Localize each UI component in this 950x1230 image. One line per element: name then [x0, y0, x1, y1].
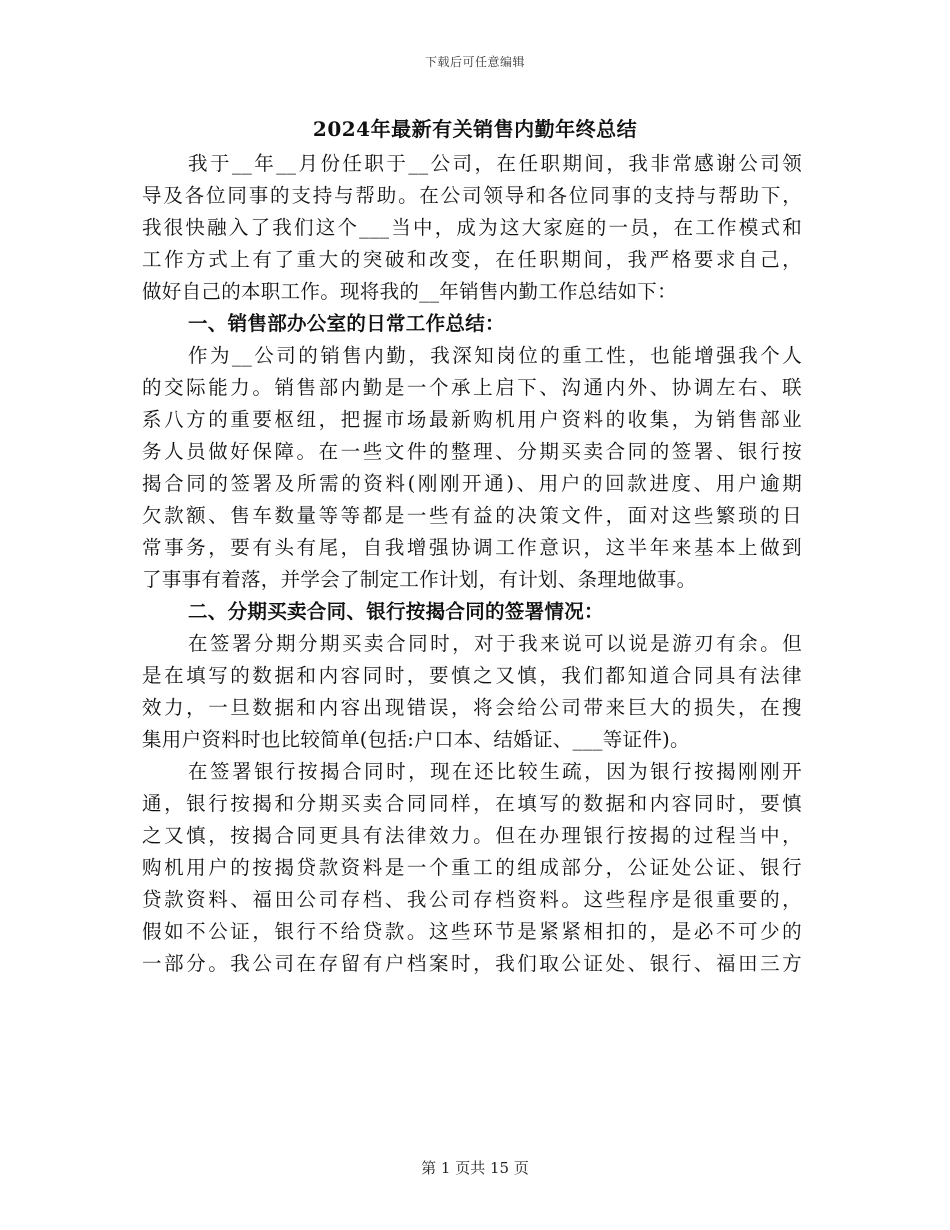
body-line: 我很快融入了我们这个___当中，成为这大家庭的一员，在工作模式和 [142, 216, 802, 239]
body-line: 在签署银行按揭合同时，现在还比较生疏，因为银行按揭刚刚开 [188, 760, 802, 783]
section-heading-1: 一、销售部办公室的日常工作总结： [188, 312, 505, 335]
body-line: 集用户资料时也比较简单(包括:户口本、结婚证、___等证件)。 [142, 728, 690, 751]
body-line: 一部分。我公司在存留有户档案时，我们取公证处、银行、福田三方 [142, 952, 802, 975]
body-line: 欠款额、售车数量等等都是一些有益的决策文件，面对这些繁琐的日 [142, 504, 802, 527]
section-heading-2: 二、分期买卖合同、银行按揭合同的签署情况： [188, 600, 604, 623]
document-body [142, 148, 802, 980]
body-line: 务人员做好保障。在一些文件的整理、分期买卖合同的签署、银行按 [142, 440, 802, 463]
body-line: 常事务，要有头有尾，自我增强协调工作意识，这半年来基本上做到 [142, 536, 802, 559]
page-number-footer: 第 1 页共 15 页 [421, 1159, 529, 1177]
body-line: 导及各位同事的支持与帮助。在公司领导和各位同事的支持与帮助下， [142, 184, 802, 207]
body-line: 之又慎，按揭合同更具有法律效力。但在办理银行按揭的过程当中， [142, 824, 802, 847]
body-line: 在签署分期分期买卖合同时，对于我来说可以说是游刃有余。但 [188, 632, 802, 655]
body-line: 了事事有着落，并学会了制定工作计划，有计划、条理地做事。 [142, 568, 697, 591]
document-title: 2024年最新有关销售内勤年终总结 [312, 117, 638, 141]
body-line: 假如不公证，银行不给贷款。这些环节是紧紧相扣的，是必不可少的 [142, 920, 802, 943]
body-line: 贷款资料、福田公司存档、我公司存档资料。这些程序是很重要的， [142, 888, 802, 911]
header-note: 下载后可任意编辑 [424, 55, 525, 69]
body-line: 通，银行按揭和分期买卖合同同样，在填写的数据和内容同时，要慎 [142, 792, 802, 815]
body-line: 我于__年__月份任职于__公司，在任职期间，我非常感谢公司领 [188, 152, 802, 175]
body-line: 的交际能力。销售部内勤是一个承上启下、沟通内外、协调左右、联 [142, 376, 802, 399]
body-line: 作为__公司的销售内勤，我深知岗位的重工性，也能增强我个人 [188, 344, 802, 367]
body-line: 购机用户的按揭贷款资料是一个重工的组成部分，公证处公证、银行 [142, 856, 802, 879]
body-line: 系八方的重要枢纽，把握市场最新购机用户资料的收集，为销售部业 [142, 408, 802, 431]
body-line: 做好自己的本职工作。现将我的__年销售内勤工作总结如下： [142, 280, 677, 303]
body-line: 揭合同的签署及所需的资料(刚刚开通)、用户的回款进度、用户逾期 [142, 472, 802, 495]
body-line: 效力，一旦数据和内容出现错误，将会给公司带来巨大的损失，在搜 [142, 696, 802, 719]
body-line: 工作方式上有了重大的突破和改变，在任职期间，我严格要求自己， [142, 248, 802, 271]
body-line: 是在填写的数据和内容同时，要慎之又慎，我们都知道合同具有法律 [142, 664, 802, 687]
